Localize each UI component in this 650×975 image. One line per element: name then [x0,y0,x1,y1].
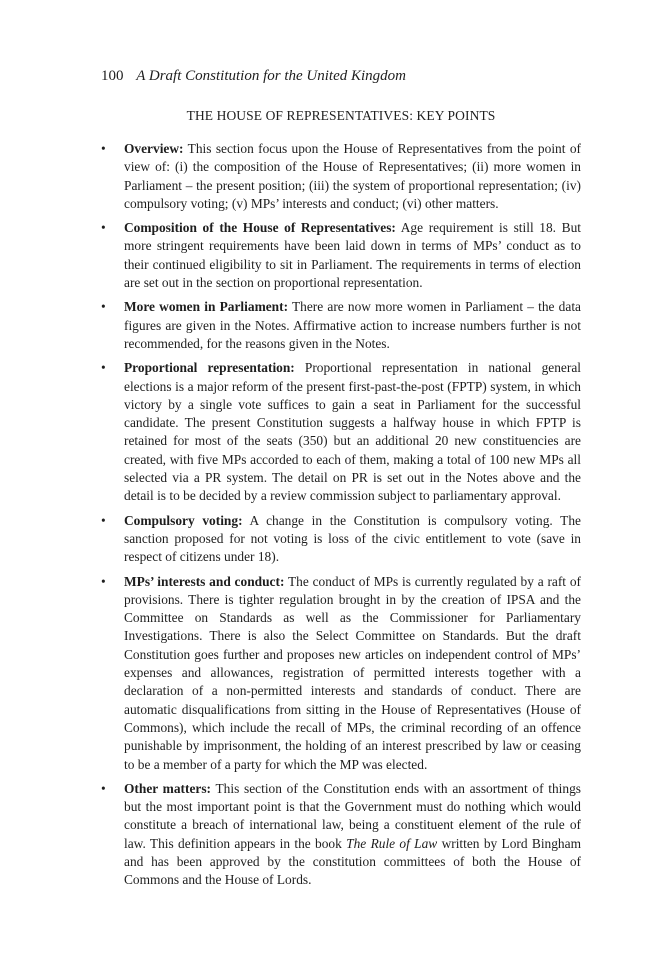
point-heading: Overview: [124,141,184,156]
bullet-icon: • [101,360,106,376]
bullet-icon: • [101,780,106,796]
point-text-continued: written by Lord Bingham and has been approved by the constitution committees of both the House of Commons and the House of Lords. [124,835,581,888]
bullet-icon: • [101,141,106,156]
bullet-icon: • [101,299,106,315]
point-text: Proportional representation in national general elections is a major reform of the present first-past-the-post (FPTP) system, in which victory by a single vote suffices to gain a seat in Parliament for the successful candidate. The present Constitution suggests a halfway house in which FPTP is retained for most of the seats (350) but an additional 20 new constituencies are created, with five MPs accorded to each of them, making a total of 100 new MPs all selected via a PR system. The detail on PR is set out in the Notes above and the detail is to be decided by a review commission subject to parliamentary approval. [124,360,581,504]
point-heading: More women in Parliament: [124,299,289,315]
point-heading: MPs’ interests and conduct: [124,573,285,589]
point-compulsory-voting [101,512,581,567]
key-points-list [101,140,582,896]
point-text: A change in the Constitution is compulsory voting. The sanction proposed for not voting is loss of the civic entitlement to vote (save in respect of citizens under 18). [124,512,581,565]
bullet-icon: • [101,512,106,528]
point-heading: Composition of the House of Representatives: [124,220,396,236]
point-text: This section focus upon the House of Representatives from the point of view of: (i) the composition of the House of Representatives; (ii) more women in Parliament – the present position; (iii) the system of proportional representation; (iv) compulsory voting; (v) MPs’ interests and conduct; (vi) other matters. [124,141,581,211]
point-text: There are now more women in Parliament – the data figures are given in the Notes. Affirmative action to increase numbers further is not recommended, for the reasons given in the Notes. [124,299,581,351]
point-mps-interests-conduct [101,573,581,774]
book-citation: The Rule of Law [346,835,438,851]
point-text: This section of the Constitution ends with an assortment of things but the most important point is that the Government must do nothing which would constitute a breach of international law, being a constituent element of the rule of law. This definition appears in the book [124,780,582,851]
point-proportional-representation [101,359,581,505]
point-text: Age requirement is still 18. But more stringent requirements have been laid down in terms of MPs’ conduct as to their continued eligibility to sit in Parliament. The requirements in terms of election are set out in the section on proportional representation. [124,220,581,291]
section-title: THE HOUSE OF REPRESENTATIVES: KEY POINTS [186,108,496,123]
bullet-icon: • [101,573,106,589]
point-other-matters [101,780,582,890]
bullet-icon: • [101,220,106,236]
point-women-in-parliament [101,298,581,353]
point-text: The conduct of MPs is currently regulated by a raft of provisions. There is tighter regulation brought in by the creation of IPSA and the Committee on Standards as well as the Commissioner for Parliamentary Investigations. There is also the Select Committee on Standards. But the draft Constitution goes further and proposes new articles on independent control of MPs’ expenses and allowances, registration of permitted interests together with a declaration of a non-permitted interests and standards of conduct. There are automatic disqualifications from sitting in the House of Representatives (House of Commons), which include the recall of MPs, the criminal recording of an offence punishable by imprisonment, the holding of an interest prescribed by law or ceasing to be a member of a party for which the MP was elected. [124,573,581,772]
point-composition [101,219,581,292]
running-head [101,66,406,86]
book-title: A Draft Constitution for the United Kingdom [136,68,406,84]
page-number: 100 [101,68,124,84]
point-heading: Proportional representation: [124,360,295,376]
point-overview [101,140,581,213]
point-heading: Compulsory voting: [124,512,243,528]
point-heading: Other matters: [124,780,212,796]
